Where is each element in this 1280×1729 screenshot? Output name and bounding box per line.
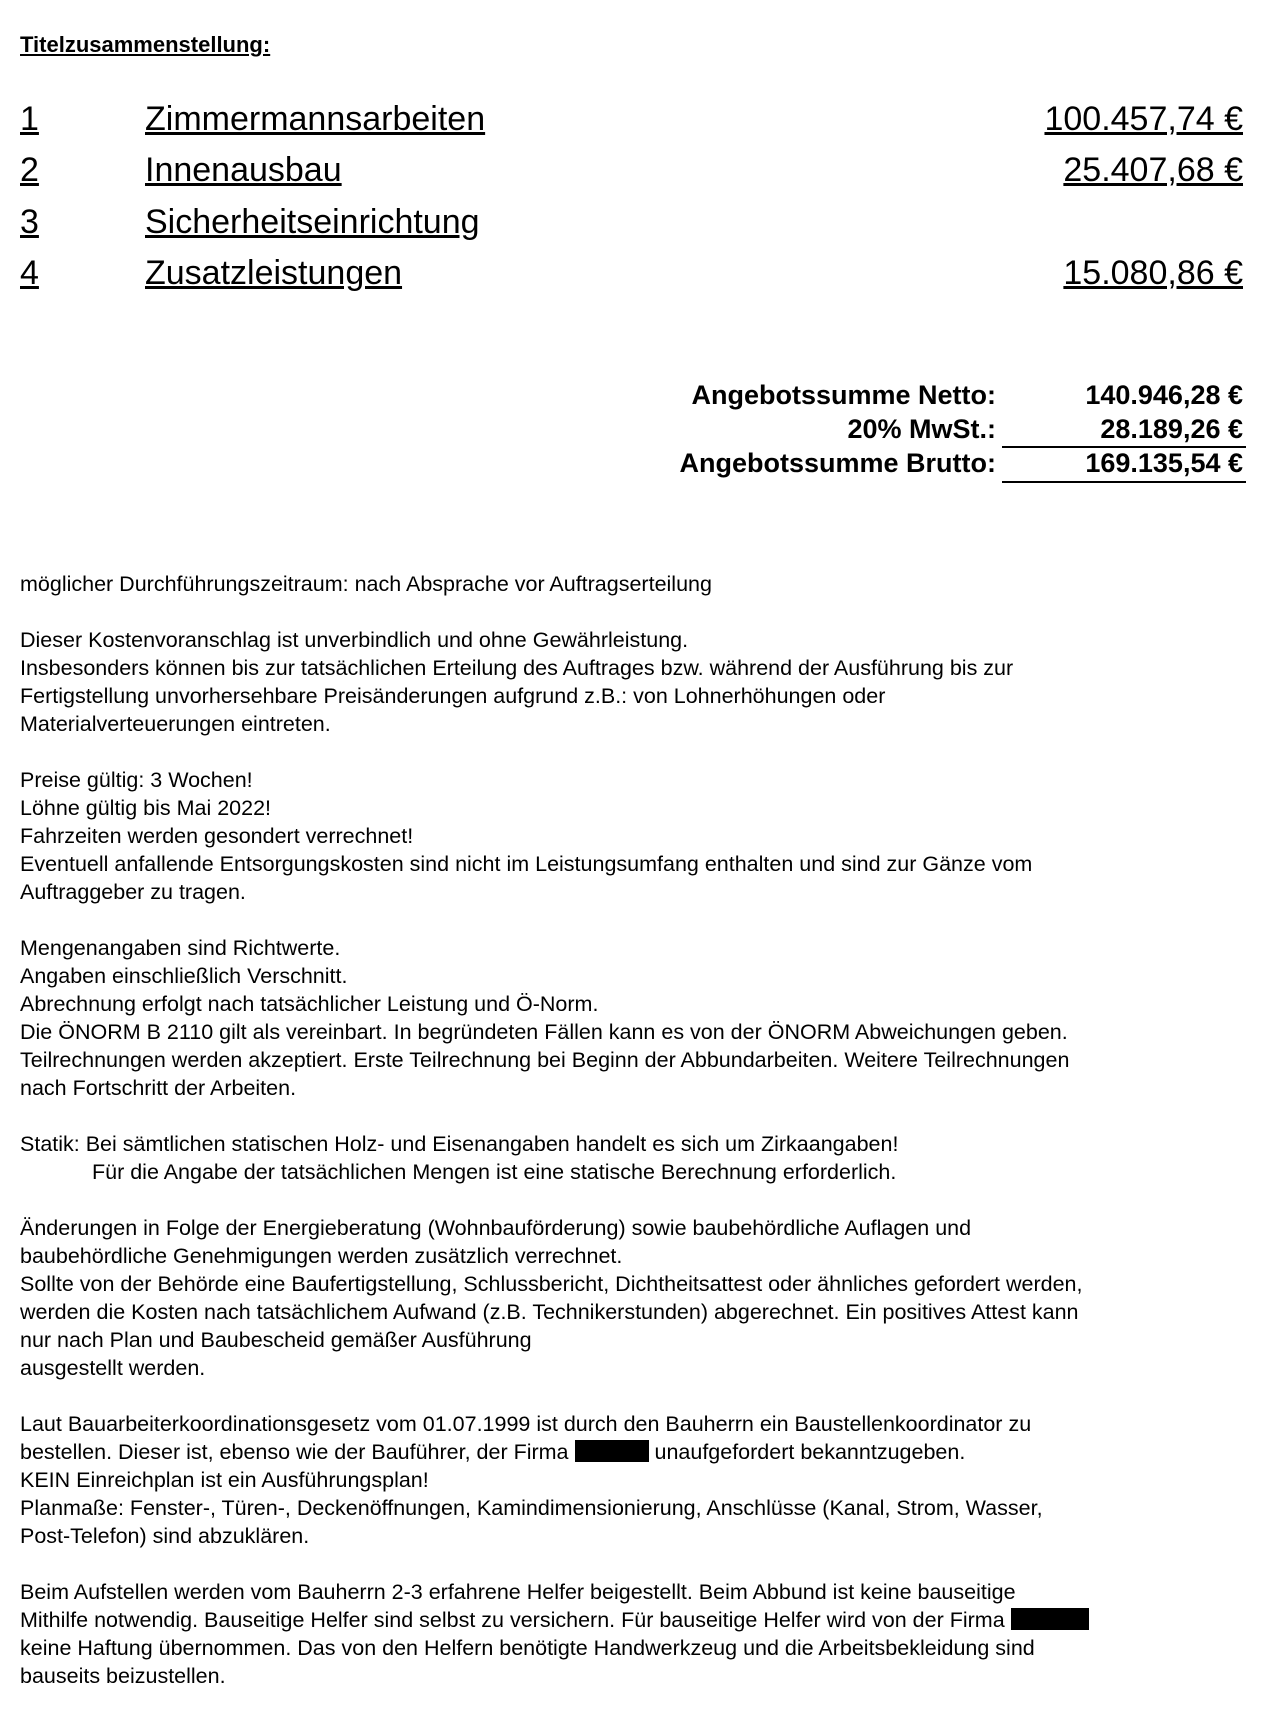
total-brutto-label: Angebotssumme Brutto: xyxy=(679,448,996,478)
text-line: Die ÖNORM B 2110 gilt als vereinbart. In begründeten Fällen kann es von der ÖNORM Abweichungen geben. xyxy=(20,1020,1068,1044)
total-mwst-value: 28.189,26 € xyxy=(1100,414,1243,444)
item-number: 3 xyxy=(20,203,39,241)
text-line: Post-Telefon) sind abzuklären. xyxy=(20,1524,310,1548)
total-netto-value: 140.946,28 € xyxy=(1085,380,1243,410)
item-amount: 100.457,74 € xyxy=(1044,100,1243,138)
text-line: ausgestellt werden. xyxy=(20,1356,206,1380)
text-line: bauseits beizustellen. xyxy=(20,1664,226,1688)
text-line: Preise gültig: 3 Wochen! xyxy=(20,768,253,792)
text-line: Eventuell anfallende Entsorgungskosten sind nicht im Leistungsumfang enthalten und sind zur Gänze vom xyxy=(20,852,1033,876)
text-line: Löhne gültig bis Mai 2022! xyxy=(20,796,272,820)
item-number: 2 xyxy=(20,151,39,189)
item-amount: 15.080,86 € xyxy=(1063,254,1243,292)
paragraph-quantities xyxy=(20,934,1240,1102)
total-netto-row xyxy=(0,380,1280,414)
text-line: Statik: Bei sämtlichen statischen Holz- und Eisenangaben handelt es sich um Zirkaangaben! xyxy=(20,1132,899,1156)
text-line: nur nach Plan und Baubescheid gemäßer Ausführung xyxy=(20,1328,532,1352)
total-netto-label: Angebotssumme Netto: xyxy=(691,380,996,410)
text-line: Angaben einschließlich Verschnitt. xyxy=(20,964,348,988)
text-segment: bestellen. Dieser ist, ebenso wie der Bauführer, der Firma xyxy=(20,1440,569,1464)
item-number: 1 xyxy=(20,100,39,138)
text-line: Planmaße: Fenster-, Türen-, Deckenöffnungen, Kamindimensionierung, Anschlüsse (Kanal, Strom, Wasser, xyxy=(20,1496,1043,1520)
text-line: Teilrechnungen werden akzeptiert. Erste Teilrechnung bei Beginn der Abbundarbeiten. Weitere Teilrechnungen xyxy=(20,1048,1070,1072)
item-number: 4 xyxy=(20,254,39,292)
text-line: nach Fortschritt der Arbeiten. xyxy=(20,1076,297,1100)
redaction-bar xyxy=(1011,1608,1089,1630)
section-heading: Titelzusammenstellung: xyxy=(20,32,271,57)
text-line: Laut Bauarbeiterkoordinationsgesetz vom 01.07.1999 ist durch den Bauherrn ein Baustellenkoordinator zu xyxy=(20,1412,1032,1436)
paragraph-changes xyxy=(20,1214,1240,1382)
paragraph-validity xyxy=(20,766,1240,906)
text-line: Sollte von der Behörde eine Baufertigstellung, Schlussbericht, Dichtheitsattest oder ähnliches gefordert werden, xyxy=(20,1272,1083,1296)
item-name: Zimmermannsarbeiten xyxy=(145,100,486,138)
text-line: Fertigstellung unvorhersehbare Preisänderungen aufgrund z.B.: von Lohnerhöhungen oder xyxy=(20,684,886,708)
text-line: Abrechnung erfolgt nach tatsächlicher Leistung und Ö-Norm. xyxy=(20,992,599,1016)
text-line: Auftraggeber zu tragen. xyxy=(20,880,246,904)
total-brutto-value: 169.135,54 € xyxy=(1085,448,1243,478)
text-line: Beim Aufstellen werden vom Bauherrn 2-3 erfahrene Helfer beigestellt. Beim Abbund ist keine bauseitige xyxy=(20,1580,1016,1604)
paragraph-estimate-notice xyxy=(20,626,1240,738)
text-line: keine Haftung übernommen. Das von den Helfern benötigte Handwerkzeug und die Arbeitsbekleidung sind xyxy=(20,1636,1035,1660)
text-line: Für die Angabe der tatsächlichen Mengen ist eine statische Berechnung erforderlich. xyxy=(92,1160,897,1184)
total-mwst-label: 20% MwSt.: xyxy=(847,414,996,444)
text-line: Materialverteuerungen eintreten. xyxy=(20,712,331,736)
text-line: möglicher Durchführungszeitraum: nach Absprache vor Auftragserteilung xyxy=(20,572,712,596)
text-line: Änderungen in Folge der Energieberatung (Wohnbauförderung) sowie baubehördliche Auflagen und xyxy=(20,1216,972,1240)
text-segment: unaufgefordert bekanntzugeben. xyxy=(654,1440,966,1464)
paragraph-statics xyxy=(20,1130,1240,1186)
item-name: Innenausbau xyxy=(145,151,342,189)
text-line xyxy=(20,1606,1240,1634)
text-line: Dieser Kostenvoranschlag ist unverbindlich und ohne Gewährleistung. xyxy=(20,628,689,652)
total-brutto-row xyxy=(0,448,1280,482)
title-item-1 xyxy=(0,100,1280,144)
redaction-bar xyxy=(575,1440,649,1462)
total-mwst-row xyxy=(0,414,1280,448)
paragraph-coordination xyxy=(20,1410,1240,1550)
title-item-4 xyxy=(0,254,1280,298)
total-rule xyxy=(1002,481,1246,483)
text-line: baubehördliche Genehmigungen werden zusätzlich verrechnet. xyxy=(20,1244,623,1268)
text-line: Mengenangaben sind Richtwerte. xyxy=(20,936,341,960)
item-name: Sicherheitseinrichtung xyxy=(145,203,480,241)
paragraph-execution-period xyxy=(20,570,1240,598)
text-segment: Mithilfe notwendig. Bauseitige Helfer sind selbst zu versichern. Für bauseitige Helfer wird von der Firma xyxy=(20,1608,1005,1632)
text-line: KEIN Einreichplan ist ein Ausführungsplan! xyxy=(20,1468,429,1492)
text-line: Fahrzeiten werden gesondert verrechnet! xyxy=(20,824,414,848)
terms-text xyxy=(20,570,1240,1718)
item-amount: 25.407,68 € xyxy=(1063,151,1243,189)
paragraph-helpers xyxy=(20,1578,1240,1690)
title-item-3 xyxy=(0,203,1280,247)
title-item-2 xyxy=(0,151,1280,195)
item-name: Zusatzleistungen xyxy=(145,254,403,292)
text-line: werden die Kosten nach tatsächlichem Aufwand (z.B. Technikerstunden) abgerechnet. Ein positives Attest kann xyxy=(20,1300,1079,1324)
text-line: Insbesonders können bis zur tatsächlichen Erteilung des Auftrages bzw. während der Ausführung bis zur xyxy=(20,656,1014,680)
text-line xyxy=(20,1438,1240,1466)
